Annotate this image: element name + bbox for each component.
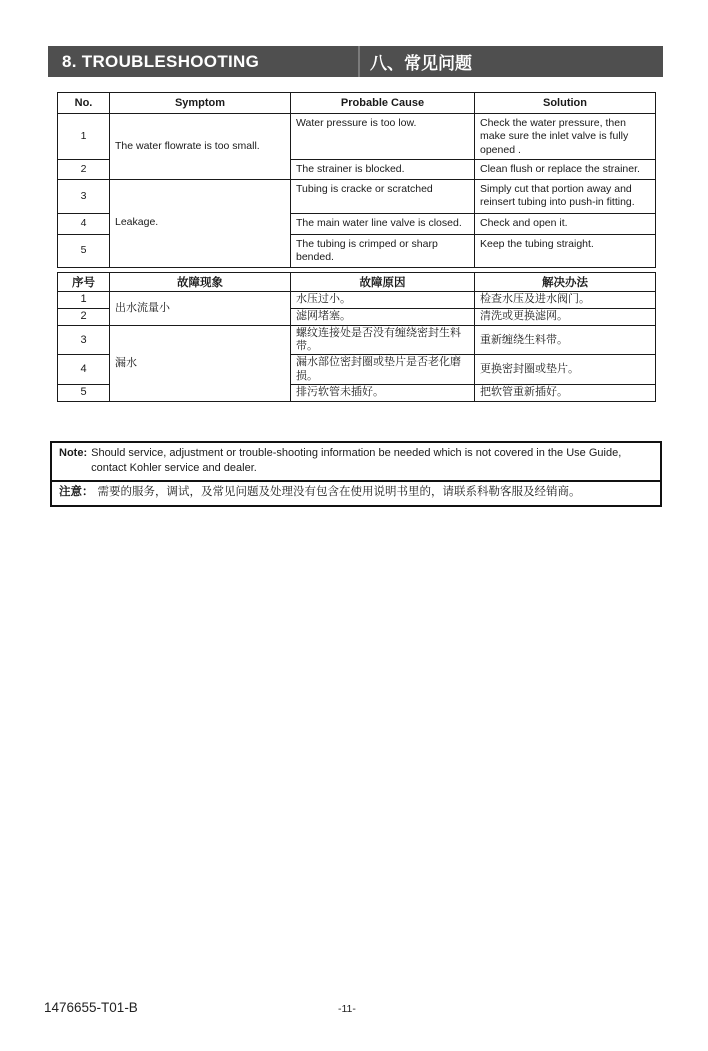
section-title-cn: 八、常见问题 [370,54,472,73]
cell-no: 1 [58,292,110,309]
cell-cause: 滤网堵塞。 [291,309,475,326]
cell-solution: Keep the tubing straight. [475,234,656,267]
table-row [58,292,656,309]
col-header-no-cn: 序号 [58,273,110,292]
cell-no: 4 [58,355,110,384]
note-label-cn: 注意： [59,486,94,498]
cell-no: 5 [58,234,110,267]
troubleshooting-table-cn [57,272,656,402]
table-row [58,179,656,213]
cell-solution: Simply cut that portion away and reinsert tubing into push-in fitting. [475,179,656,213]
col-header-no: No. [58,93,110,114]
col-header-symptom-cn: 故障现象 [110,273,291,292]
table-row [58,114,656,160]
col-header-cause: Probable Cause [291,93,475,114]
col-header-solution-cn: 解决办法 [475,273,656,292]
section-title-en: 8. TROUBLESHOOTING [62,51,260,71]
cell-cause: The main water line valve is closed. [291,213,475,234]
troubleshooting-table-en [57,92,656,268]
note-box-en [50,441,662,482]
cell-cause: 水压过小。 [291,292,475,309]
cell-cause: The strainer is blocked. [291,160,475,179]
page-number: -11- [338,1003,356,1015]
note-label-en: Note: [59,447,88,459]
cell-cause: Tubing is cracke or scratched [291,179,475,213]
cell-solution: 重新缠绕生料带。 [475,326,656,355]
note-text-cn: 需要的服务，调试，及常见问题及处理没有包含在使用说明书里的，请联系科勒客服及经销商。 [97,486,581,498]
section-header-bar [48,46,663,77]
cell-cause: Water pressure is too low. [291,114,475,160]
cell-solution: 检查水压及进水阀门。 [475,292,656,309]
header-bar-divider [358,46,360,77]
col-header-symptom: Symptom [110,93,291,114]
cell-cause: 螺纹连接处是否没有缠绕密封生料带。 [291,326,475,355]
col-header-solution: Solution [475,93,656,114]
table-header-row [58,273,656,292]
cell-cause: The tubing is crimped or sharp bended. [291,234,475,267]
cell-symptom: 出水流量小 [110,292,291,326]
cell-no: 5 [58,384,110,401]
note-text-en: Should service, adjustment or trouble-shooting information be needed which is not covered in the Use Guide, contact Kohler service and dealer. [91,447,622,474]
table-header-row [58,93,656,114]
cell-solution: Clean flush or replace the strainer. [475,160,656,179]
cell-symptom: 漏水 [110,326,291,402]
cell-no: 3 [58,326,110,355]
cell-no: 2 [58,309,110,326]
cell-no: 1 [58,114,110,160]
cell-no: 4 [58,213,110,234]
cell-solution: Check the water pressure, then make sure the inlet valve is fully opened . [475,114,656,160]
cell-cause: 漏水部位密封圈或垫片是否老化磨损。 [291,355,475,384]
cell-solution: Check and open it. [475,213,656,234]
note-box-cn [50,480,662,507]
cell-no: 2 [58,160,110,179]
cell-solution: 清洗或更换滤网。 [475,309,656,326]
table-row [58,326,656,355]
cell-solution: 更换密封圈或垫片。 [475,355,656,384]
cell-no: 3 [58,179,110,213]
cell-solution: 把软管重新插好。 [475,384,656,401]
cell-cause: 排污软管未插好。 [291,384,475,401]
document-number: 1476655-T01-B [44,1000,138,1015]
cell-symptom: The water flowrate is too small. [110,114,291,180]
cell-symptom: Leakage. [110,179,291,267]
col-header-cause-cn: 故障原因 [291,273,475,292]
